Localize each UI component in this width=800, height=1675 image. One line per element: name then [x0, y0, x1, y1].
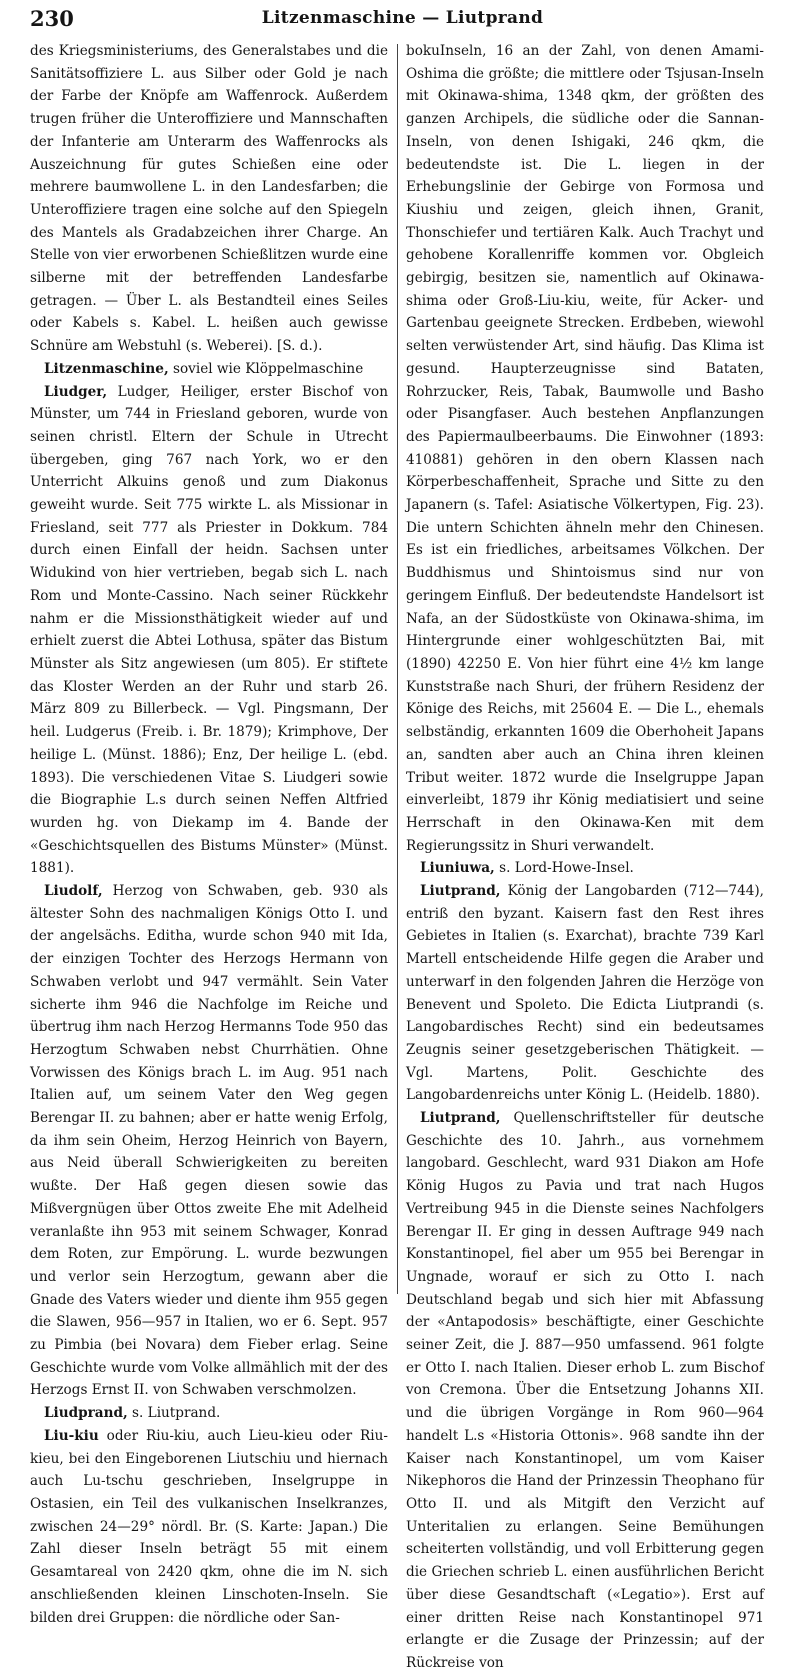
left-column: [30, 40, 388, 1629]
right-column: [406, 40, 764, 1675]
headword: Liu-kiu: [44, 1427, 99, 1444]
headword: Liuniuwa,: [420, 860, 495, 877]
entry-liudprand: Liudprand, s. Liutprand.: [44, 1405, 221, 1422]
headword: Liudolf,: [44, 883, 103, 900]
entry-liu-kiu: Liu-kiu oder Riu-kiu, auch Lieu-kieu oder Riu-kieu, bei den Eingeborenen Liutschiu und hiernach auch Lu-tschu geschrieben, Inselgruppe in Ostasien, ein Teil des vulkanischen Inselkranzes, zwischen 24—29° nördl. Br. (S. Karte: Japan.) Die Zahl dieser Inseln beträgt 55 mit einem Gesamtareal von 2420 qkm, ohne die im N. sich anschließenden kleinen Linschoten-Inseln. Sie bilden drei Gruppen: die nördliche oder San-: [30, 1427, 388, 1626]
entry-continuation: des Kriegsministeriums, des Generalstabes und die Sanitätsoffiziere L. aus Silber oder Gold je nach der Farbe der Knöpfe am Waffenrock. Außerdem trugen früher die Unteroffiziere und Mannschaften der Infanterie am Unterarm des Waffenrocks als Auszeichnung für gutes Schießen eine oder mehrere baumwollene L. in den Landesfarben; die Unteroffiziere tragen eine solche auf den Spiegeln des Mantels als Gradabzeichen ihrer Charge. An Stelle von vier erworbenen Schießlitzen wurde eine silberne mit der betreffenden Landesfarbe getragen. — Über L. als Bestandteil eines Seiles oder Kabels s. Kabel. L. heißen auch gewisse Schnüre am Webstuhl (s. Weberei). [S. d.).: [30, 43, 388, 355]
column-divider: [397, 44, 398, 1294]
page-header: [30, 6, 775, 32]
headword: Liudger,: [44, 383, 108, 400]
entry-liuniuwa: Liuniuwa, s. Lord-Howe-Insel.: [420, 860, 634, 877]
running-title: Litzenmaschine — Liutprand: [261, 8, 544, 28]
entry-liudolf: Liudolf, Herzog von Schwaben, geb. 930 als ältester Sohn des nachmaligen Königs Otto I. und der angelsächs. Editha, wurde schon 940 mit Ida, der einzigen Tochter des Herzogs Hermann von Schwaben verlobt und 947 vermählt. Sein Vater sicherte ihm 946 die Nachfolge im Reiche und übertrug ihm nach Herzog Hermanns Tode 950 das Herzogtum Schwaben nebst Churrhätien. Ohne Vorwissen des Königs brach L. im Aug. 951 nach Italien auf, um seinem Vater den Weg gegen Berengar II. zu bahnen; aber er hatte wenig Erfolg, da ihm sein Oheim, Herzog Heinrich von Bayern, aus Neid überall Schwierigkeiten zu bereiten wußte. Der Haß gegen diesen sowie das Mißvergnügen über Ottos zweite Ehe mit Adelheid veranlaßte ihn 953 mit seinem Schwager, Konrad dem Roten, zur Empörung. L. wurde bezwungen und verlor sein Herzogtum, gewann aber die Gnade des Vaters wieder und diente ihm 955 gegen die Slawen, 956—957 in Italien, wo er 6. Sept. 957 zu Pimbia (bei Novara) dem Fieber erlag. Seine Geschichte wurde vom Volke allmählich mit der des Herzogs Ernst II. von Schwaben verschmolzen.: [30, 883, 389, 1399]
headword: Litzenmaschine,: [44, 360, 169, 377]
headword: Liutprand,: [420, 883, 501, 900]
headword: Liudprand,: [44, 1405, 128, 1422]
page-number: 230: [30, 6, 74, 31]
headword: Liutprand,: [420, 1110, 501, 1127]
entry-litzenmaschine: Litzenmaschine, soviel wie Klöppelmaschine: [44, 360, 364, 377]
entry-liutprand-chronicler: Liutprand, Quellenschriftsteller für deutsche Geschichte des 10. Jahrh., aus vornehmem langobard. Geschlecht, ward 931 Diakon am Hofe König Hugos zu Pavia und trat nach Hugos Vertreibung 945 in die Dienste seines Nachfolgers Berengar II. Er ging in dessen Auftrage 949 nach Konstantinopel, fiel aber um 955 bei Berengar in Ungnade, worauf er sich zu Otto I. nach Deutschland begab und sich hier mit Abfassung der «Antapodosis» beschäftigte, einer Geschichte seiner Zeit, die J. 887—950 umfassend. 961 folgte er Otto I. nach Italien. Dieser erhob L. zum Bischof von Cremona. Über die Entsetzung Johanns XII. und die übrigen Vorgänge in Rom 960—964 handelt L.s «Historia Ottonis». 968 sandte ihn der Kaiser nach Konstantinopel, um vom Kaiser Nikephoros die Hand der Prinzessin Theophano für Otto II. und als Mitgift den Verzicht auf Unteritalien zu erlangen. Seine Bemühungen scheiterten vollständig, und voll Erbitterung gegen die Griechen schrieb L. einen ausführlichen Bericht über diese Gesandtschaft («Legatio»). Erst auf einer dritten Reise nach Konstantinopel 971 erlangte er die Zusage der Prinzessin; auf der Rückreise von: [406, 1110, 764, 1671]
entry-liudger: Liudger, Ludger, Heiliger, erster Bischof von Münster, um 744 in Friesland geboren, wurde von seinen christl. Eltern der Schule in Utrecht übergeben, ging 767 nach York, wo er den Unterricht Alkuins genoß und zum Diakonus geweiht wurde. Seit 775 wirkte L. als Missionar in Friesland, seit 777 als Priester in Dokkum. 784 durch einen Einfall der heidn. Sachsen unter Widukind von hier vertrieben, begab sich L. nach Rom und Monte-Cassino. Nach seiner Rückkehr nahm er die Missionsthätigkeit wieder auf und erhielt zuerst die Abtei Lothusa, später das Bistum Münster als Sitz angewiesen (um 805). Er stiftete das Kloster Werden an der Ruhr und starb 26. März 809 zu Billerbeck. — Vgl. Pingsmann, Der heil. Ludgerus (Freib. i. Br. 1879); Krimphove, Der heilige L. (Münst. 1886); Enz, Der heilige L. (ebd. 1893). Die verschiedenen Vitae S. Liudgeri sowie die Biographie L.s durch seinen Neffen Altfried wurden hg. von Diekamp im 4. Bande der «Geschichtsquellen des Bistums Münster» (Münst. 1881).: [30, 383, 388, 877]
entry-continuation: bokuInseln, 16 an der Zahl, von denen Amami-Oshima die größte; die mittlere oder Tsjusan-Inseln mit Okinawa-shima, 1348 qkm, der größten des ganzen Archipels, die südliche oder die Sannan-Inseln, von denen Ishigaki, 246 qkm, die bedeutendste ist. Die L. liegen in der Erhebungslinie der Gebirge von Formosa und Kiushiu und zeigen, gleich ihnen, Granit, Thonschiefer und tertiären Kalk. Auch Trachyt und gehobene Korallenriffe kommen vor. Obgleich gebirgig, besitzen sie, namentlich auf Okinawa-shima oder Groß-Liu-kiu, weite, für Acker- und Gartenbau geeignete Strecken. Erdbeben, wiewohl selten verwüstender Art, sind häufig. Das Klima ist gesund. Haupterzeugnisse sind Bataten, Rohrzucker, Reis, Tabak, Baumwolle und Basho oder Pisangfaser. Auch bestehen Anpflanzungen des Papiermaulbeerbaums. Die Einwohner (1893: 410881) gehören in den obern Klassen nach Körperbeschaffenheit, Sprache und Sitte zu den Japanern (s. Tafel: Asiatische Völkertypen, Fig. 23). Die untern Schichten ähneln mehr den Chinesen. Es ist ein friedliches, arbeitsames Völkchen. Der Buddhismus und Shintoismus sind nur von geringem Einfluß. Der bedeutendste Handelsort ist Nafa, an der Südostküste von Okinawa-shima, im Hintergrunde einer wohlgeschützten Bai, mit (1890) 42250 E. Von hier führt eine 4½ km lange Kunststraße nach Shuri, der frühern Residenz der Könige des Reichs, mit 25604 E. — Die L., ehemals selbständig, erkannten 1609 die Oberhoheit Japans an, sandten aber auch an China ihren kleinen Tribut weiter. 1872 wurde die Inselgruppe Japan einverleibt, 1879 ihr König mediatisiert und seine Herrschaft in den Okinawa-Ken mit dem Regierungssitz in Shuri verwandelt.: [406, 43, 764, 854]
entry-liutprand-king: Liutprand, König der Langobarden (712—744), entriß den byzant. Kaisern fast den Rest ihres Gebietes in Italien (s. Exarchat), brachte 739 Karl Martell entscheidende Hilfe gegen die Araber und unterwarf in den folgenden Jahren die Herzöge von Benevent und Spoleto. Die Edicta Liutprandi (s. Langobardisches Recht) sind ein bedeutsames Zeugnis seiner gesetzgeberischen Thätigkeit. — Vgl. Martens, Polit. Geschichte des Langobardenreichs unter König L. (Heidelb. 1880).: [406, 883, 764, 1104]
